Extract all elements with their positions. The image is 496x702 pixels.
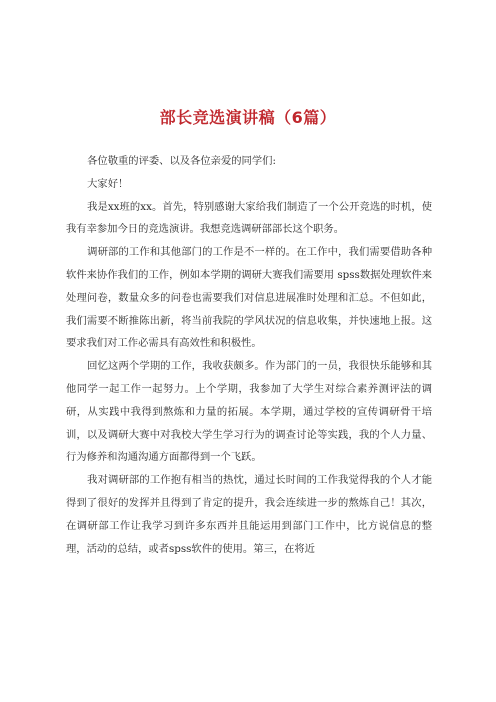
- greeting-paragraph: 大家好！: [87, 177, 129, 190]
- document-title: 部长竞选演讲稿（6篇）: [159, 108, 337, 127]
- document-body: [66, 150, 432, 560]
- body-paragraph: 回忆这两个学期的工作，我收获颇多。作为部门的一员，我很快乐能够和其他同学一起工作一起努力。上个学期，我参加了大学生对综合素养测评法的调研，从实践中我得到熬炼和力量的拓展。本学期，通过学校的宣传调研骨干培训，以及调研大赛中对我校大学生学习行为的调查讨论等实践，我的个人力量、行为修养和沟通沟通方面都得到一个飞跃。: [66, 360, 432, 464]
- body-paragraph: 我是xx班的xx。首先，特别感谢大家给我们制造了一个公开竞选的时机，使我有幸参加今日的竞选演讲。我想竞选调研部部长这个职务。: [66, 200, 432, 236]
- body-paragraph: 我对调研部的工作抱有相当的热忱，通过长时间的工作我觉得我的个人才能得到了很好的发挥并且得到了肯定的提升，我会连续进一步的熬炼自己！其次，在调研部工作让我学习到许多东西并且能运用到部门工作中，比方说信息的整理，活动的总结，或者spss软件的使用。第三，在将近: [66, 474, 432, 555]
- salutation-paragraph: 各位敬重的评委、以及各位亲爱的同学们:: [87, 155, 276, 167]
- body-paragraph: 调研部的工作和其他部门的工作是不一样的。在工作中，我们需要借助各种软件来协作我们的工作，例如本学期的调研大赛我们需要用 spss数据处理软件来处理问卷，数量众多的问卷也需要我们对信息进展准时处理和汇总。不但如此，我们需要不断推陈出新，将当前我院的学风状况的信息收集，并快速地上报。这要求我们对工作必需具有高效性和积极性。: [66, 246, 432, 350]
